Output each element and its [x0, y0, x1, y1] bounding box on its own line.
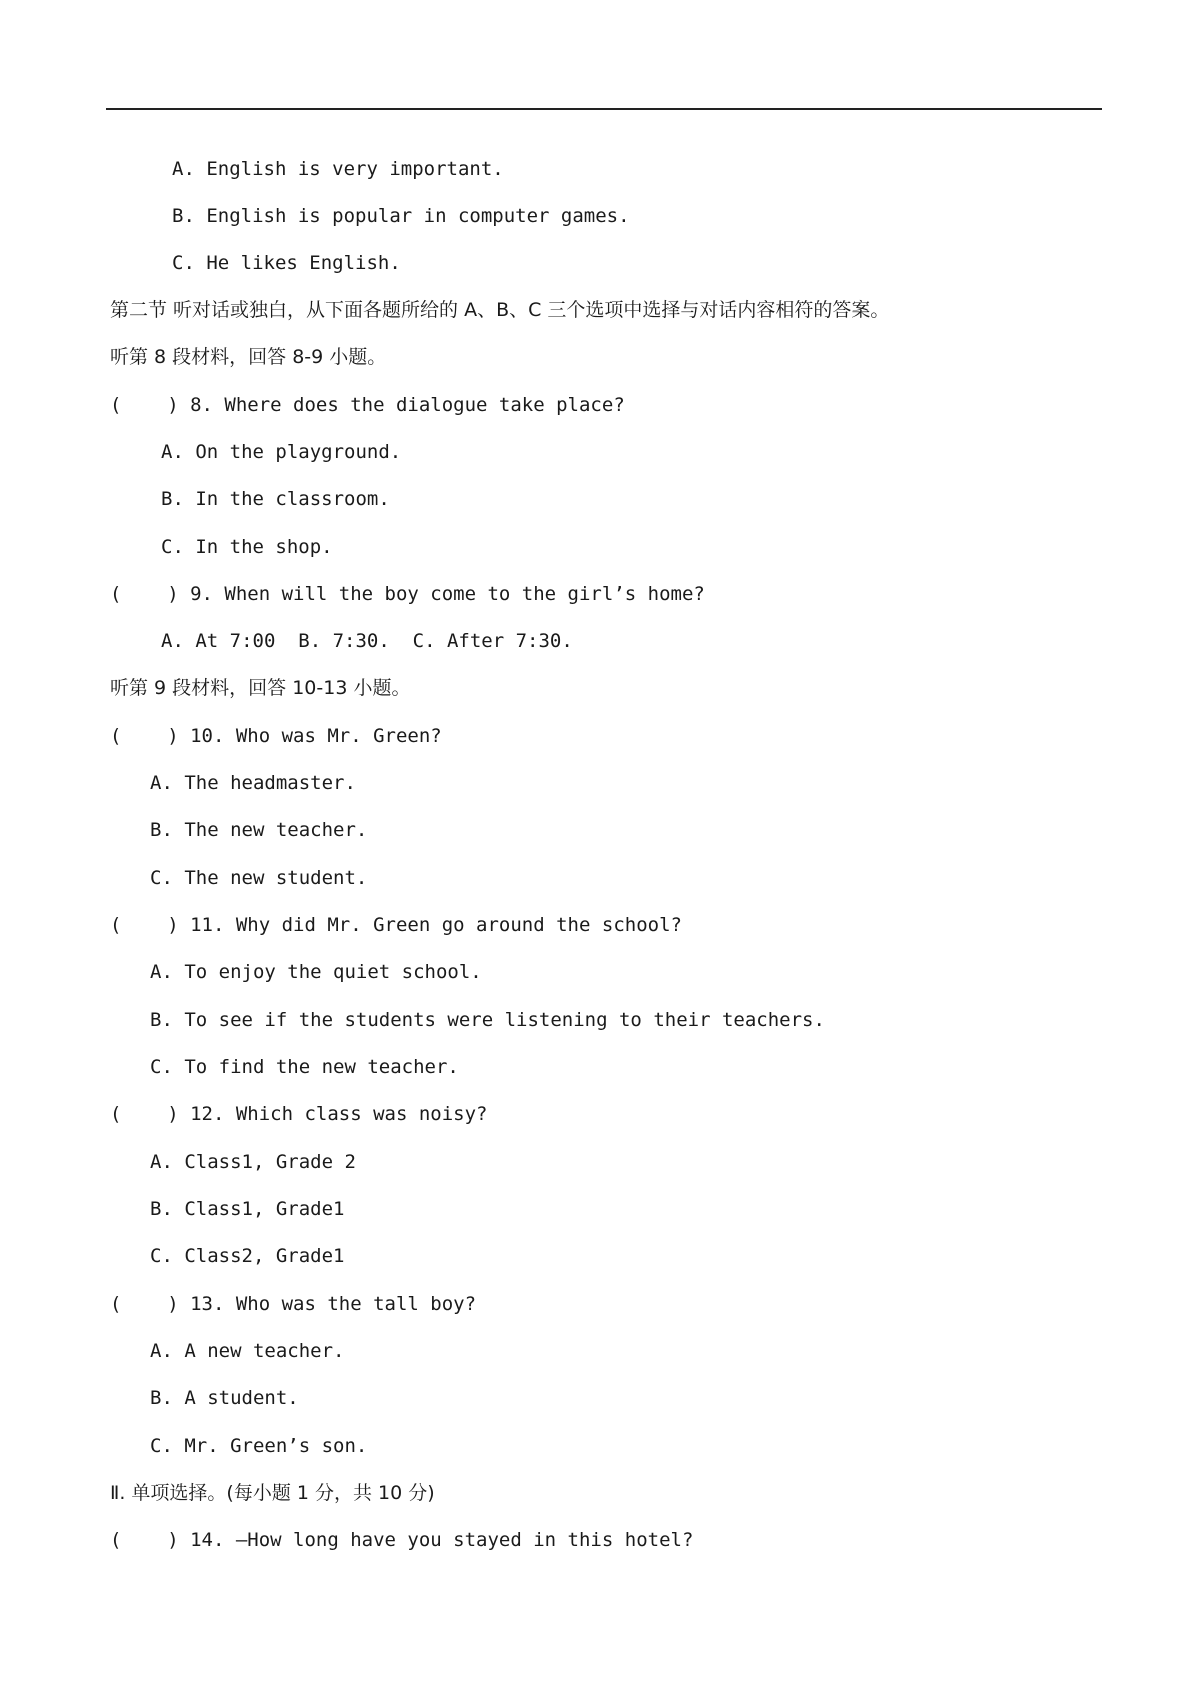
section-ii-heading: Ⅱ. 单项选择。(每小题 1 分，共 10 分): [110, 1482, 435, 1504]
q13-option-c: C. Mr. Green’s son.: [150, 1435, 368, 1457]
q8-option-c: C. In the shop.: [161, 536, 333, 558]
q7-option-b: B. English is popular in computer games.: [172, 205, 630, 227]
q11-option-c: C. To find the new teacher.: [150, 1056, 459, 1078]
question-14: ( ) 14. —How long have you stayed in this hotel?: [110, 1529, 694, 1551]
section-two-instructions: 第二节 听对话或独白，从下面各题所给的 A、B、C 三个选项中选择与对话内容相符的答案。: [110, 299, 890, 321]
q13-option-a: A. A new teacher.: [150, 1340, 345, 1362]
q8-option-a: A. On the playground.: [161, 441, 402, 463]
header-rule: [106, 108, 1102, 110]
q12-option-a: A. Class1, Grade 2: [150, 1151, 356, 1173]
q13-option-b: B. A student.: [150, 1387, 299, 1409]
question-9: ( ) 9. When will the boy come to the girl’s home?: [110, 583, 705, 605]
q7-option-a: A. English is very important.: [172, 158, 504, 180]
q11-option-b: B. To see if the students were listening to their teachers.: [150, 1009, 825, 1031]
q12-option-b: B. Class1, Grade1: [150, 1198, 345, 1220]
q8-option-b: B. In the classroom.: [161, 488, 390, 510]
material-8-heading: 听第 8 段材料，回答 8-9 小题。: [110, 346, 387, 368]
q10-option-c: C. The new student.: [150, 867, 368, 889]
question-11: ( ) 11. Why did Mr. Green go around the school?: [110, 914, 682, 936]
question-10: ( ) 10. Who was Mr. Green?: [110, 725, 442, 747]
q12-option-c: C. Class2, Grade1: [150, 1245, 345, 1267]
question-8: ( ) 8. Where does the dialogue take place?: [110, 394, 625, 416]
q7-option-c: C. He likes English.: [172, 252, 401, 274]
q9-options: A. At 7:00 B. 7:30. C. After 7:30.: [161, 630, 573, 652]
q10-option-a: A. The headmaster.: [150, 772, 356, 794]
q10-option-b: B. The new teacher.: [150, 819, 368, 841]
question-12: ( ) 12. Which class was noisy?: [110, 1103, 488, 1125]
material-9-heading: 听第 9 段材料，回答 10-13 小题。: [110, 677, 411, 699]
question-13: ( ) 13. Who was the tall boy?: [110, 1293, 477, 1315]
q11-option-a: A. To enjoy the quiet school.: [150, 961, 482, 983]
